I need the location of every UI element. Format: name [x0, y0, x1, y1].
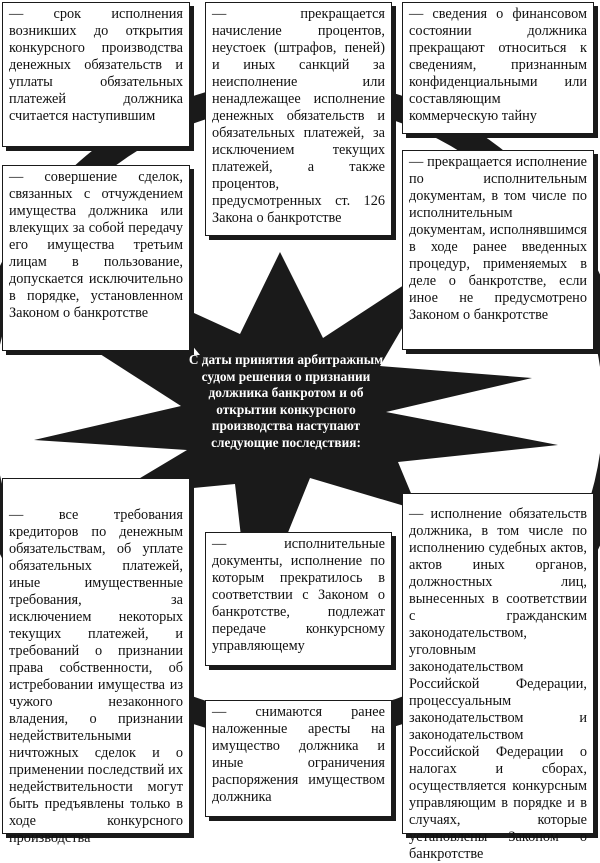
center-title: С даты принятия арбитражным судом решения о признании должника банкротом и об открытии конкурсного производства наступают следующие последствия: [188, 352, 384, 450]
consequence-box-arrests: — снимаются ранее наложенные аресты на имущество должника и иные ограничения распоряжения имуществом должника [205, 700, 392, 817]
consequence-box-term: — срок исполнения возникших до открытия конкурсного производства денежных обязательств и уплаты обязательных платежей должника считается наступившим [2, 2, 190, 147]
consequence-box-financial-info: — сведения о финансовом состоянии должника прекращают относиться к сведениям, признанным конфиденциальными или составляющим коммерческую тайну [402, 2, 594, 134]
consequence-box-transactions: — совершение сделок, связанных с отчуждением имущества должника или влекущих за собой передачу его имущества третьим лицам в пользование, допускается исключительно в порядке, установленном Законом о банкротстве [2, 165, 190, 351]
consequence-box-interest: — прекращается начисление процентов, неустоек (штрафов, пеней) и иных санкций за неисполнение или ненадлежащее исполнение денежных обязательств и обязательных платежей, за исключением текущих платежей, а также процентов, предусмотренных ст. 126 Закона о банкротстве [205, 2, 392, 236]
consequence-box-documents: — исполнительные документы, исполнение по которым прекратилось в соответствии с Законом о банкротстве, подлежат передаче конкурсному управляющему [205, 532, 392, 666]
consequence-box-claims: — все требования кредиторов по денежным обязательствам, об уплате обязательных платежей, иные имущественные требования, за исключением некоторых текущих платежей, и требований о признании права собственности, об истребовании имущества из чужого незаконного владения, о признании недействительными ничтожных сделок и о применении последствий их недействительности могут быть предъявлены только в ходе конкурсного производства [2, 478, 190, 834]
consequence-box-obligations: — исполнение обязательств должника, в том числе по исполнению судебных актов, актов иных органов, должностных лиц, вынесенных в соответствии с гражданским законодательством, уголовным законодательством Российской Федерации, процессуальным законодательством и законодательством Российской Федерации о налогах и сборах, осуществляется конкурсным управляющим в порядке и в случаях, которые установлены Законом о банкротстве [402, 493, 594, 834]
consequence-box-enforcement: — прекращается исполнение по исполнительным документам, в том числе по исполнительным документам, исполнявшимся в ходе ранее введенных процедур, применяемых в деле о банкротстве, если иное не предусмотрено Законом о банкротстве [402, 150, 594, 350]
